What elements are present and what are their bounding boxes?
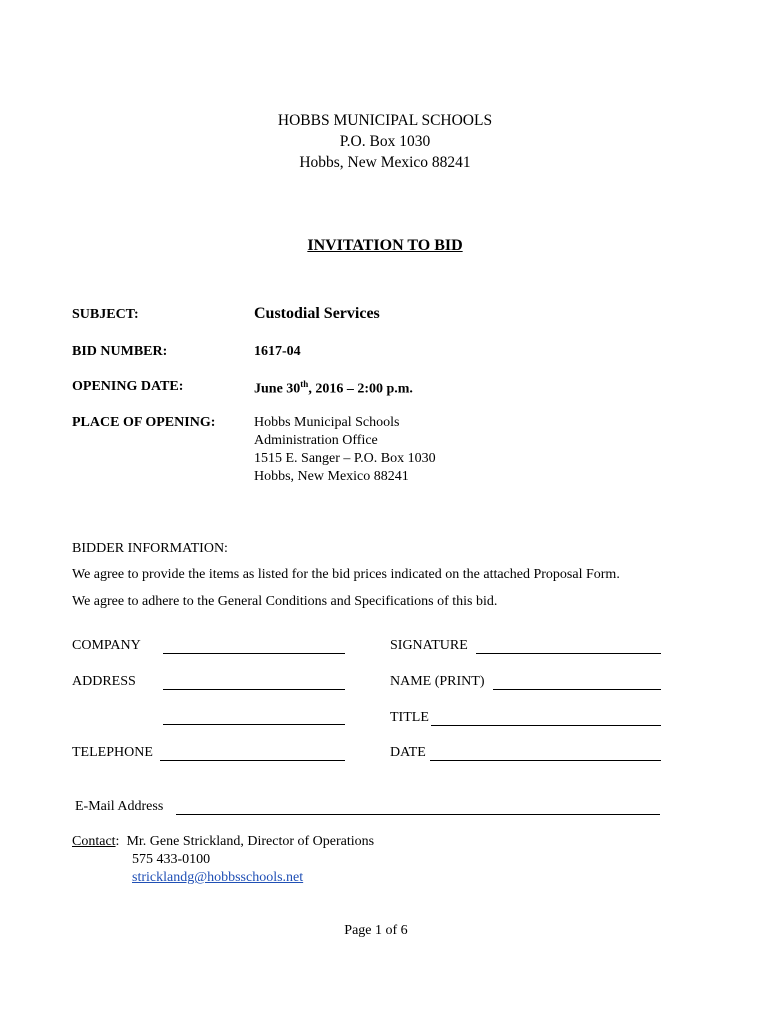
place-label: PLACE OF OPENING:: [72, 415, 216, 430]
bidder-statement: We agree to adhere to the General Conditions and Specifications of this bid.: [72, 594, 498, 609]
bidder-statement: We agree to provide the items as listed for the bid prices indicated on the attached Proposal Form.: [72, 567, 620, 582]
telephone-field[interactable]: [160, 747, 345, 761]
company-label: COMPANY: [72, 638, 141, 653]
place-line: 1515 E. Sanger – P.O. Box 1030: [254, 451, 436, 466]
name-print-label: NAME (PRINT): [390, 674, 485, 689]
place-line: Hobbs, New Mexico 88241: [254, 469, 409, 484]
date-label: DATE: [390, 745, 426, 760]
address-label: ADDRESS: [72, 674, 136, 689]
contact-phone: 575 433-0100: [132, 852, 211, 867]
place-line: Hobbs Municipal Schools: [254, 415, 400, 430]
bidder-heading: BIDDER INFORMATION:: [72, 541, 228, 556]
opening-date-label: OPENING DATE:: [72, 379, 184, 394]
opening-date-value: June 30th, 2016 – 2:00 p.m.: [254, 379, 413, 397]
name-print-field[interactable]: [493, 676, 661, 690]
page-number: Page 1 of 6: [344, 923, 408, 938]
contact-name: Mr. Gene Strickland, Director of Operations: [126, 834, 375, 849]
telephone-label: TELEPHONE: [72, 745, 153, 760]
date-field[interactable]: [430, 747, 661, 761]
page-title: INVITATION TO BID: [307, 237, 463, 254]
bid-number-value: 1617-04: [254, 344, 301, 359]
contact-label: Contact: [72, 834, 116, 849]
address-field-line2[interactable]: [163, 711, 345, 725]
title-label: TITLE: [390, 710, 429, 725]
org-po-box: P.O. Box 1030: [339, 133, 431, 150]
address-field[interactable]: [163, 676, 345, 690]
contact-line: Contact: Mr. Gene Strickland, Director of Operations: [72, 834, 375, 849]
email-label: E-Mail Address: [75, 799, 164, 814]
signature-field[interactable]: [476, 640, 661, 654]
title-field[interactable]: [431, 712, 661, 726]
place-line: Administration Office: [254, 433, 378, 448]
org-city: Hobbs, New Mexico 88241: [299, 154, 471, 171]
subject-value: Custodial Services: [254, 305, 380, 322]
contact-email-link[interactable]: stricklandg@hobbsschools.net: [132, 870, 304, 885]
org-name: HOBBS MUNICIPAL SCHOOLS: [277, 112, 493, 129]
company-field[interactable]: [163, 640, 345, 654]
subject-label: SUBJECT:: [72, 307, 139, 322]
email-field[interactable]: [176, 801, 660, 815]
signature-label: SIGNATURE: [390, 638, 468, 653]
bid-number-label: BID NUMBER:: [72, 344, 168, 359]
